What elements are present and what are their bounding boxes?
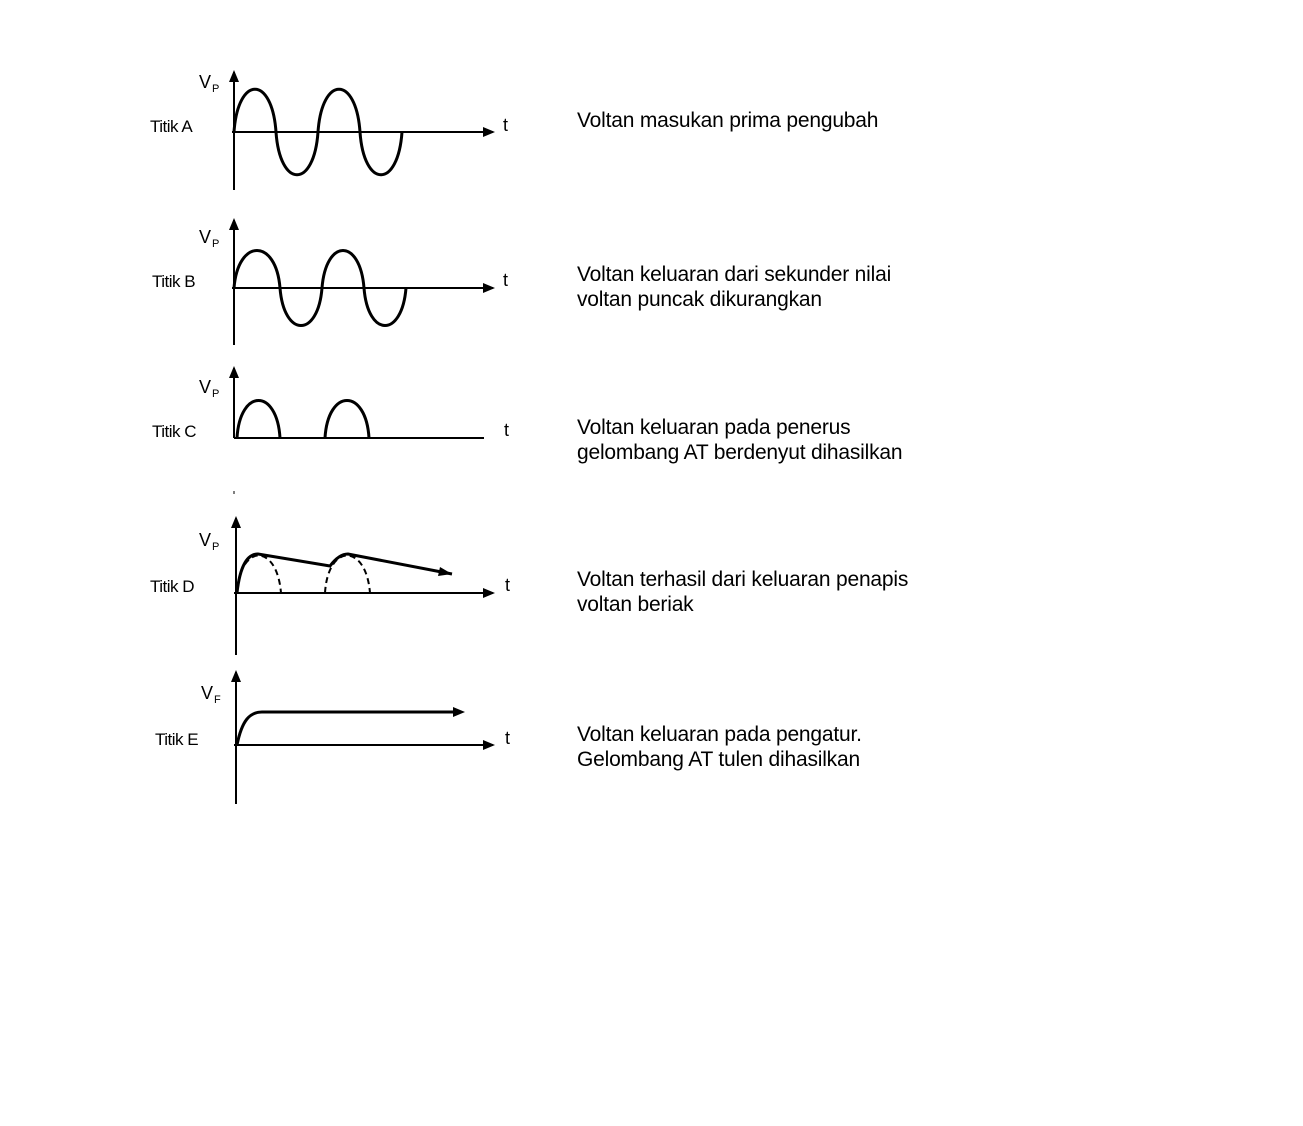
waveform-plot-e (0, 670, 560, 820)
y-axis-label: $V_P$ (199, 227, 220, 250)
waveform-plot-d (0, 510, 560, 670)
panel-titik-d (0, 510, 1303, 670)
description-line: Gelombang AT tulen dihasilkan (577, 748, 860, 771)
y-axis-label: $V_P$ (199, 530, 220, 553)
description-line: Voltan masukan prima pengubah (577, 109, 879, 132)
description (577, 415, 902, 465)
description-line: Voltan keluaran pada penerus (577, 416, 851, 439)
point-label: Titik E (155, 730, 199, 749)
description-line: gelombang AT berdenyut dihasilkan (577, 441, 903, 464)
x-axis-label: t (505, 728, 511, 748)
panel-titik-e (0, 670, 1303, 820)
regulated-dc-line (237, 712, 455, 745)
description-line: Voltan terhasil dari keluaran penapis (577, 568, 909, 591)
y-axis-label: $V_F$ (201, 683, 221, 706)
x-axis-label: t (503, 270, 509, 290)
x-axis-label: t (504, 420, 510, 440)
waveform-plot-c (0, 360, 560, 510)
point-label: Titik C (152, 422, 197, 441)
point-label: Titik D (150, 577, 195, 596)
point-label: Titik B (152, 272, 196, 291)
panel-titik-a (0, 0, 1303, 200)
waveform-plot-a (0, 0, 560, 200)
description-line: Voltan keluaran pada pengatur. (577, 723, 862, 746)
panel-titik-b (0, 200, 1303, 360)
panel-titik-c (0, 360, 1303, 510)
description (577, 262, 891, 312)
dc-arrow-head (453, 707, 465, 717)
x-axis-label: t (503, 115, 509, 135)
description (577, 108, 878, 133)
rectified-pulses (237, 401, 369, 439)
y-axis-label: $V_P$ (199, 377, 220, 400)
description (577, 567, 908, 617)
description (577, 722, 862, 772)
description-line: voltan puncak dikurangkan (577, 288, 822, 311)
point-label: Titik A (150, 117, 193, 136)
y-axis-label: $V_P$ (199, 72, 220, 95)
x-axis-label: t (505, 575, 511, 595)
ripple-envelope (237, 554, 452, 593)
waveform-plot-b (0, 200, 560, 360)
description-line: Voltan keluaran dari sekunder nilai (577, 263, 892, 286)
description-line: voltan beriak (577, 593, 694, 616)
